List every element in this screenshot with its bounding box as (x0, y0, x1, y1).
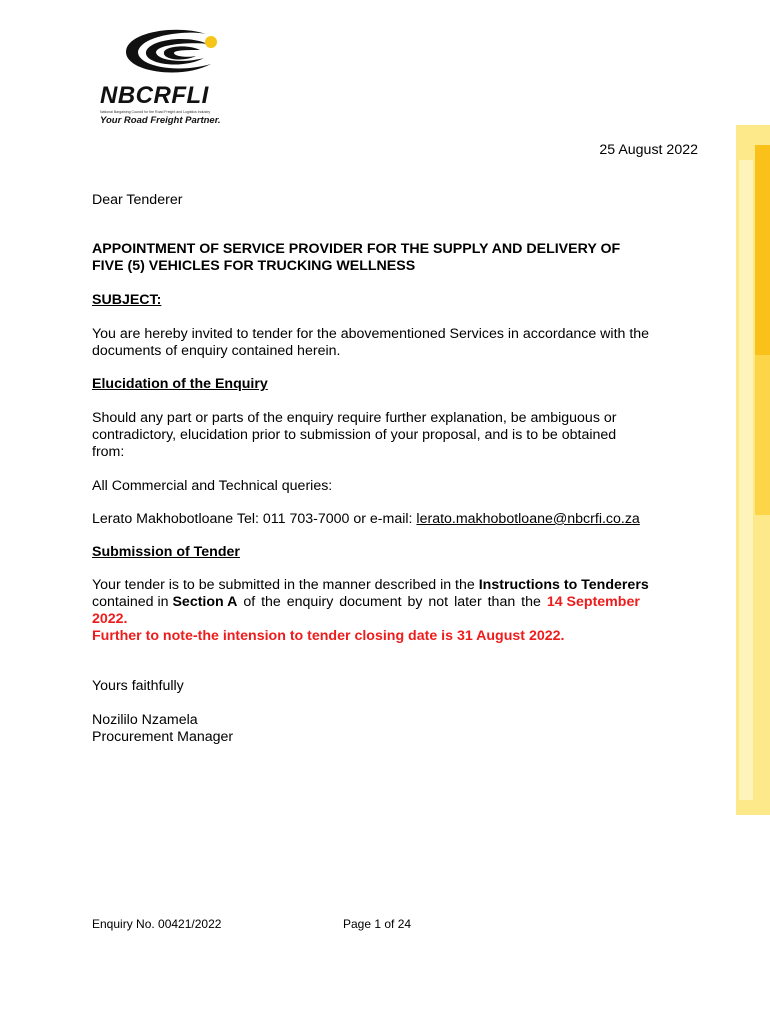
submission-year: 2022. (92, 611, 128, 627)
signatory-title: Procurement Manager (92, 729, 234, 745)
contact-text: Lerato Makhobotloane Tel: 011 703-7000 or e-mail: (92, 511, 417, 527)
subject-line-1: You are hereby invited to tender for the abovementioned Services in accordance with the (92, 326, 650, 342)
instructions-to-tenderers: Instructions to Tenderers (478, 577, 649, 593)
side-bar-dark (755, 145, 770, 355)
subject-heading: SUBJECT: (92, 292, 162, 308)
logo-tagline: Your Road Freight Partner. (100, 115, 221, 126)
side-bar-pale-stripe (739, 160, 753, 800)
queries-label: All Commercial and Technical queries: (92, 478, 333, 494)
heading-line-2: FIVE (5) VEHICLES FOR TRUCKING WELLNESS (92, 258, 416, 274)
heading-line-1: APPOINTMENT OF SERVICE PROVIDER FOR THE SUPPLY AND DELIVERY OF (92, 241, 621, 257)
section-a: Section A (172, 594, 238, 610)
contact-email-link[interactable]: lerato.makhobotloane@nbcrfi.co.za (416, 511, 640, 527)
footer-enquiry-no: Enquiry No. 00421/2022 (92, 917, 222, 931)
logo-swoosh-icon (96, 22, 246, 82)
footer-page-number: Page 1 of 24 (343, 917, 412, 931)
salutation: Dear Tenderer (92, 192, 183, 208)
subject-line-2: documents of enquiry contained herein. (92, 343, 341, 359)
nbcrfli-logo (96, 22, 246, 130)
elucidation-line-2: contradictory, elucidation prior to submission of your proposal, and is to be obtained (92, 427, 617, 443)
elucidation-line-3: from: (92, 444, 125, 460)
signatory-name: Nozililo Nzamela (92, 712, 198, 728)
side-bar-mid (755, 355, 770, 515)
submission-date: 14 September (546, 594, 640, 610)
submission-line-2 (92, 594, 698, 611)
submission-text-1: Your tender is to be submitted in the manner described in the (92, 577, 479, 593)
elucidation-heading: Elucidation of the Enquiry (92, 376, 268, 392)
submission-line-1 (92, 577, 698, 594)
submission-text-2: contained in (92, 594, 173, 610)
contact-line (92, 511, 698, 528)
submission-text-3: of the enquiry document by not later than the (237, 594, 547, 610)
signoff: Yours faithfully (92, 678, 184, 694)
elucidation-line-1: Should any part or parts of the enquiry require further explanation, be ambiguous or (92, 410, 617, 426)
closing-note: Further to note-the intension to tender closing date is 31 August 2022. (92, 628, 565, 644)
logo-wordmark: NBCRFLI (100, 82, 209, 109)
logo-subline: National Bargaining Council for the Road Freight and Logistics Industry (100, 110, 211, 114)
submission-heading: Submission of Tender (92, 544, 240, 560)
letter-date: 25 August 2022 (599, 142, 698, 158)
